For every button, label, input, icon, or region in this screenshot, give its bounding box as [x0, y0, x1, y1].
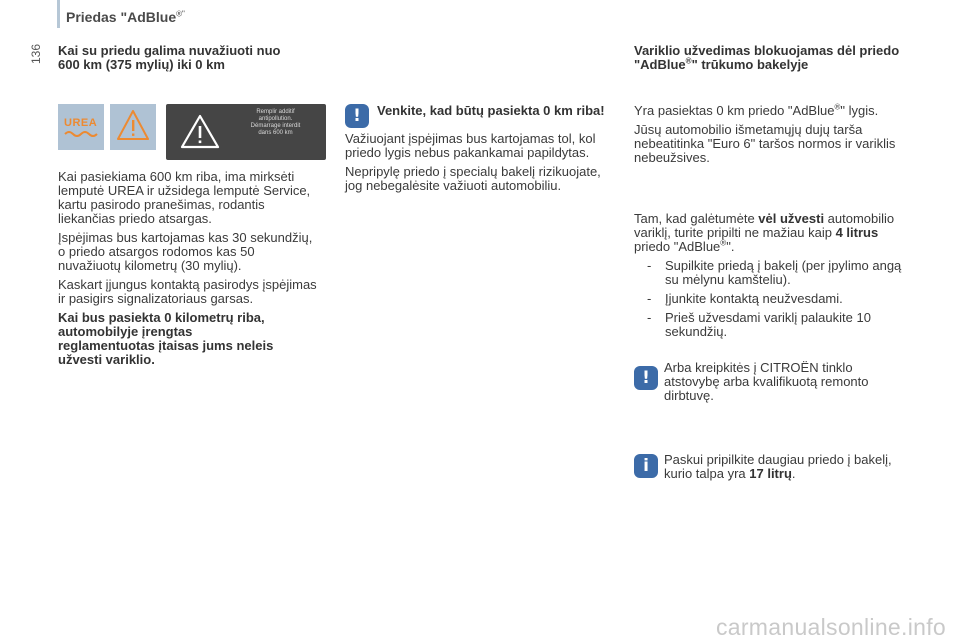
page-number: 136: [29, 43, 43, 64]
warning-triangle-icon: [116, 109, 150, 141]
sidebar-rule: [57, 0, 60, 28]
warning-icon: !: [634, 366, 658, 390]
page-title: Priedas "AdBlue®": [66, 9, 185, 25]
display-warning-icon: [180, 114, 220, 150]
left-body: [58, 170, 320, 372]
right-body: [634, 104, 912, 170]
middle-paragraph: Važiuojant įspėjimas bus kartojamas tol, kol priedo lygis nebus pakankamai papildytas.: [345, 131, 596, 160]
left-bold-note: Kai bus pasiekta 0 kilometrų riba, automobilyje įrengtas reglamentuotas įtaisas jums neleis užvesti variklio.: [58, 310, 274, 367]
info-icon: i: [634, 454, 658, 478]
left-paragraph: Kai pasiekiama 600 km riba, ima mirksėti lemputė UREA ir užsidega lemputė Service, kartu pasirodo pranešimas, rodantis liekančias priedo atsargas.: [58, 169, 311, 226]
watermark: carmanualsonline.info: [715, 614, 946, 640]
middle-paragraph: Nepripylę priedo į specialų bakelį rizikuojate, jog nebegalėsite važiuoti automobiliu.: [345, 164, 601, 193]
right-paragraph: Jūsų automobilio išmetamųjų dujų tarša nebeatitinka "Euro 6" taršos normos ir variklis nebeužsives.: [634, 122, 896, 165]
left-paragraph: Kaskart įjungus kontaktą pasirodys įspėjimas ir pasigirs signalizatoriaus garsas.: [58, 277, 317, 306]
service-warning-tile: [110, 104, 156, 150]
right-info-text: Paskui pripilkite daugiau priedo į bakelį, kurio talpa yra 17 litrų.: [664, 452, 892, 481]
middle-body: [345, 132, 613, 198]
right-paragraph: Yra pasiektas 0 km priedo "AdBlue®" lygis.: [634, 102, 879, 118]
right-instructions: [634, 212, 912, 344]
instrument-display: [166, 104, 326, 160]
urea-label: UREA: [64, 117, 98, 129]
middle-warning-title: Venkite, kad būtų pasiekta 0 km riba!: [377, 103, 605, 118]
display-message: Remplir additif antipollution. Démarrage interdit dans 600 km: [250, 109, 301, 136]
right-paragraph: Tam, kad galėtumėte vėl užvesti automobilio variklį, turite pripilti ne mažiau kaip 4 litrus priedo "AdBlue®".: [634, 211, 895, 254]
left-paragraph: Įspėjimas bus kartojamas kas 30 sekundžių, o priedo atsargos rodomos kas 50 nuvažiuotų kilometrų (30 mylių).: [58, 230, 313, 273]
right-warning-text: Arba kreipkitės į CITROËN tinklo atstovybę arba kvalifikuotą remonto dirbtuvę.: [664, 360, 869, 403]
list-item: - Įjunkite kontaktą neužvesdami.: [647, 291, 843, 306]
urea-wave-icon: [64, 130, 98, 138]
list-item: - Prieš užvesdami variklį palaukite 10 sekundžių.: [647, 310, 871, 339]
steps-list: [634, 259, 912, 339]
list-item: - Supilkite priedą į bakelį (per įpylimo angą su mėlynu kamšteliu).: [647, 258, 902, 287]
right-heading: Variklio užvedimas blokuojamas dėl priedo "AdBlue®" trūkumo bakelyje: [634, 43, 900, 72]
urea-warning-tile: [58, 104, 104, 150]
warning-icon: !: [345, 104, 369, 128]
left-heading: Kai su priedu galima nuvažiuoti nuo 600 km (375 mylių) iki 0 km: [58, 43, 281, 72]
